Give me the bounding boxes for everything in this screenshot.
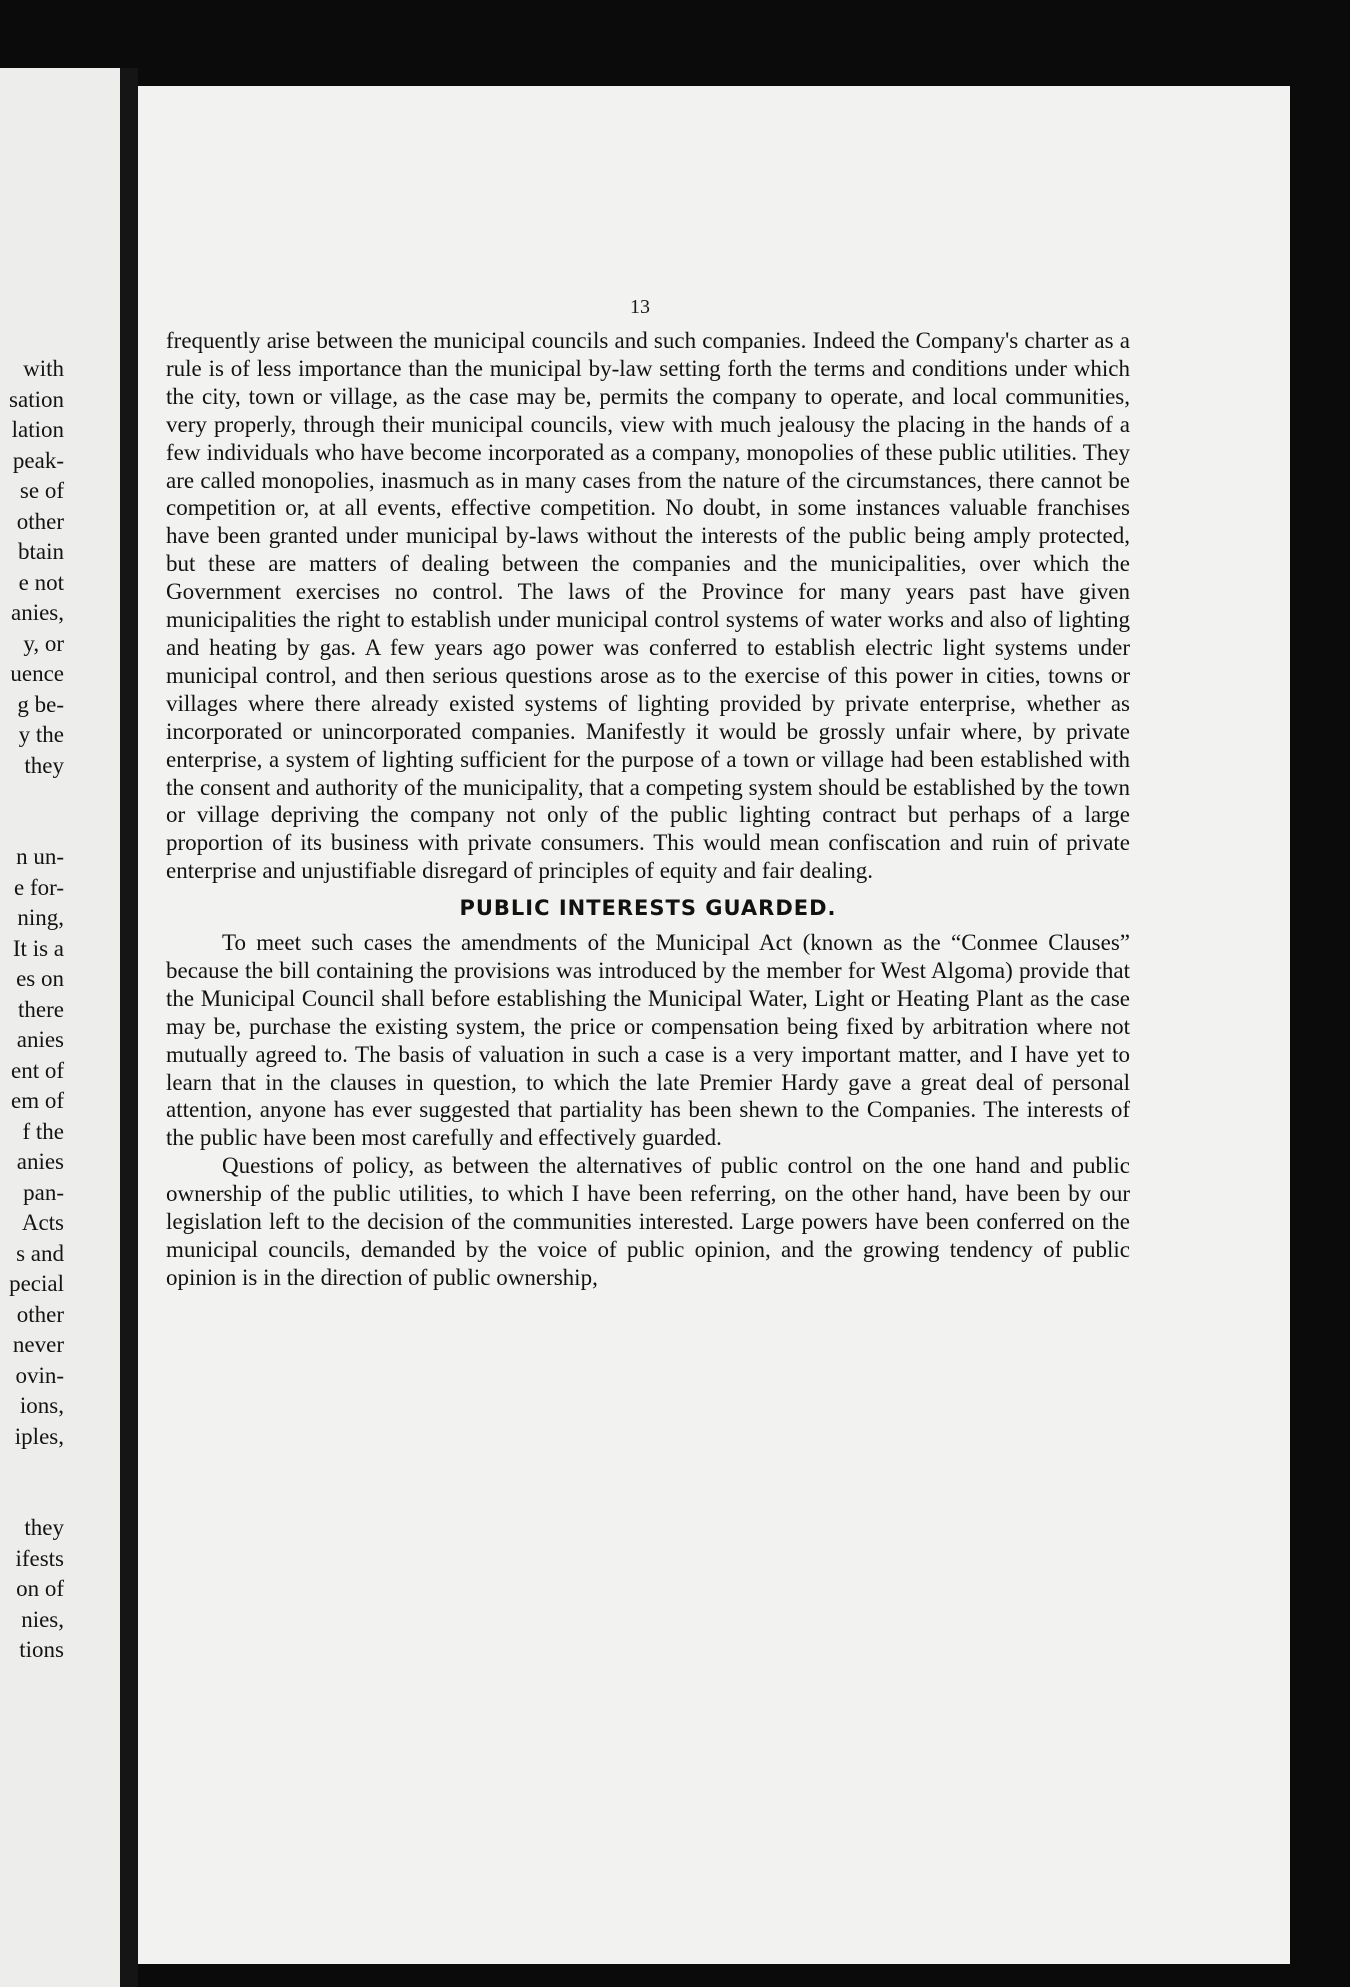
left-page-line — [0, 812, 64, 843]
section-heading: PUBLIC INTERESTS GUARDED. — [459, 896, 837, 921]
left-page-line: on of — [16, 1576, 64, 1601]
left-page-line: ovin- — [15, 1362, 64, 1388]
left-page-line: btain — [18, 539, 64, 564]
left-page-line: e for- — [14, 874, 64, 900]
paragraph-1: frequently arise between the municipal councils and such companies. Indeed the Company's charter as a rule is of less importance than the municipal by-law setting forth the terms and conditions under which the city, town or village, as the case may be, permits the company to operate, and local communities, very properly, through their municipal councils, view with much jealousy the placing in the hands of a few individuals who have become incorporated as a company, monopolies of these public utilities. They are called monopolies, inasmuch as in many cases from the nature of the circumstances, there cannot be competition or, at all events, effective competition. No doubt, in some instances valuable franchises have been granted under municipal by-laws without the interests of the public being amply protected, but these are matters of dealing between the companies and the municipalities, over which the Government exercises no control. The laws of the Province for many years past have given municipalities the right to establish under municipal control systems of water works and also of lighting and heating by gas. A few years ago power was conferred to establish electric light systems under municipal control, and then serious questions arose as to the exercise of this power in cities, towns or villages where there already existed systems of lighting provided by private enterprise, whether as incorporated or unincorporated companies. Manifestly it would be grossly unfair where, by private enterprise, a system of lighting sufficient for the purpose of a town or village had been established with the consent and authority of the municipality, that a competing system should be established by the town or village depriving the company not only of the public lighting contract but perhaps of a large proportion of its business with private consumers. This would mean confiscation and ruin of private enterprise and unjustifiable disregard of principles of equity and fair dealing. — [166, 328, 1130, 884]
left-page-line: y the — [18, 722, 64, 747]
left-page-line: pecial — [9, 1271, 64, 1296]
paragraph-2: To meet such cases the amendments of the Municipal Act (known as the “Conmee Clauses” because the bill containing the provisions was introduced by the member for West Algoma) provide that the Municipal Council shall before establishing the Municipal Water, Light or Heating Plant as the case may be, purchase the existing system, the price or compensation being fixed by arbitration where not mutually agreed to. The basis of valuation in such a case is a very important matter, and I have yet to learn that in the clauses in question, to which the late Premier Hardy gave a great deal of personal attention, anyone has ever suggested that partiality has been shewn to the Companies. The interests of the public have been most carefully and effectively guarded. — [166, 930, 1130, 1151]
left-page-line: ning, — [17, 905, 64, 930]
page-body — [166, 327, 1130, 1292]
left-page-line: other — [16, 508, 64, 534]
left-page-line — [0, 781, 64, 812]
page-number: 13 — [630, 296, 650, 318]
left-page-line: Acts — [21, 1210, 64, 1235]
left-page-line: iples, — [14, 1423, 64, 1449]
left-page-line: y, or — [23, 630, 64, 656]
left-page-line: they — [24, 752, 64, 778]
left-page-line — [0, 1452, 64, 1483]
left-page-line: sation — [9, 386, 64, 412]
left-page-line: peak- — [12, 447, 64, 473]
left-page-line: other — [16, 1301, 64, 1327]
book-gutter — [120, 68, 138, 1987]
left-page-line: It is a — [12, 935, 64, 961]
left-page-line: s and — [16, 1240, 64, 1266]
left-page-line: se of — [19, 478, 64, 503]
left-page-line: n un- — [16, 844, 64, 869]
paragraph-3: Questions of policy, as between the alternatives of public control on the one hand and public ownership of the public utilities, to which I have been referring, on the other hand, have been by our legislation left to the decision of the communities interested. Large powers have been conferred on the municipal councils, demanded by the voice of public opinion, and the growing tendency of public opinion is in the direction of public ownership, — [166, 1153, 1130, 1290]
left-page-fragment — [0, 68, 120, 1987]
left-page-line: es on — [16, 966, 64, 991]
left-page-line: em of — [10, 1088, 64, 1113]
left-page-text-column — [0, 354, 64, 1666]
left-page-line: e not — [18, 569, 64, 595]
left-page-line: they — [24, 1515, 64, 1540]
left-page-line: ifests — [15, 1545, 64, 1571]
left-page-line: anies — [16, 1149, 64, 1174]
left-page-line: lation — [11, 417, 64, 442]
left-page-line: ent of — [10, 1057, 64, 1083]
left-page-line: g be- — [17, 691, 64, 717]
left-page-line: anies — [16, 1027, 64, 1052]
left-page-line: with — [23, 356, 64, 381]
left-page-line: ions, — [19, 1393, 64, 1418]
left-page-line: pan- — [23, 1179, 64, 1205]
left-page-line: nies, — [21, 1606, 64, 1632]
left-page-line: anies, — [10, 600, 64, 625]
left-page-line: there — [18, 996, 64, 1022]
left-page-line: tions — [19, 1637, 64, 1662]
left-page-line: uence — [10, 661, 64, 686]
left-page-line: f the — [22, 1118, 64, 1144]
left-page-line: never — [12, 1332, 64, 1357]
left-page-line — [0, 1483, 64, 1514]
